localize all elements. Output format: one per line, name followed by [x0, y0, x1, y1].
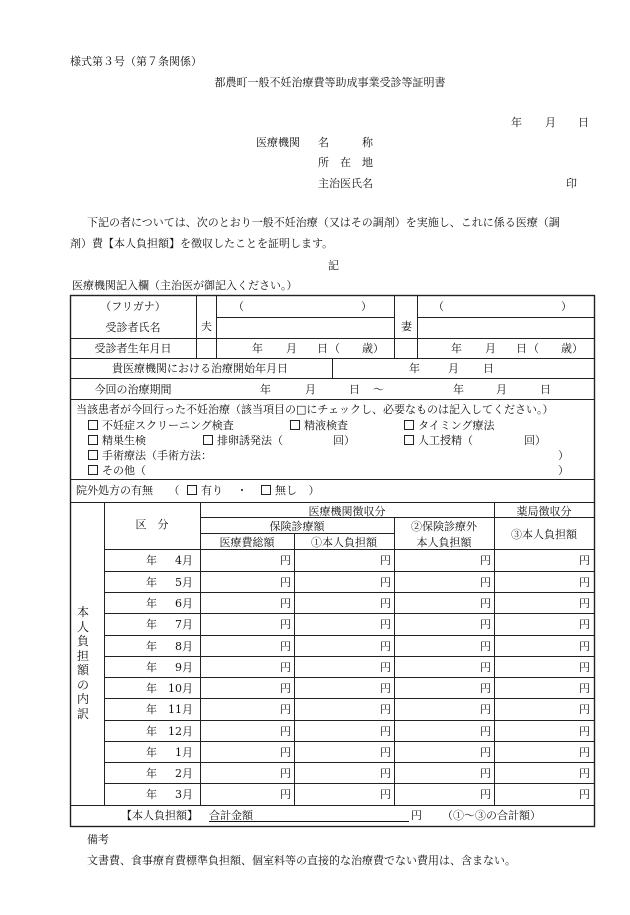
patient-name-label: 受診者氏名	[105, 321, 161, 334]
yen-cell[interactable]: 円	[480, 597, 491, 610]
yen-cell[interactable]: 円	[579, 767, 590, 780]
yen-cell[interactable]: 円	[380, 682, 391, 695]
noninsured-header-line1: ②保険診療外	[411, 520, 477, 533]
institution-collected-header: 医療機関徴収分	[308, 505, 386, 518]
surgery-close: ）	[558, 449, 569, 462]
breakdown-vertical-label: 本人負担額の内訳	[76, 605, 89, 721]
month-label: 8月	[175, 640, 193, 653]
checkbox-icon[interactable]	[404, 420, 414, 430]
yen-cell[interactable]: 円	[579, 746, 590, 759]
wife-age-close: 歳）	[561, 342, 583, 355]
yen-cell[interactable]: 円	[380, 767, 391, 780]
insurance-header: 保険診療額	[269, 520, 325, 533]
yen-cell[interactable]: 円	[579, 618, 590, 631]
month-year-prefix: 年	[146, 661, 157, 674]
checkbox-icon[interactable]	[88, 420, 98, 430]
month-label: 9月	[175, 661, 193, 674]
month-year-prefix: 年	[146, 788, 157, 801]
date-day: 日	[578, 116, 589, 129]
month-label: 6月	[175, 597, 193, 610]
husband-birth-year: 年	[252, 342, 263, 355]
yen-cell[interactable]: 円	[380, 788, 391, 801]
birth-label: 受診者生年月日	[94, 342, 172, 355]
yen-cell[interactable]: 円	[280, 661, 291, 674]
treatments-heading: 当該患者が今回行った不妊治療（該当項目の□にチェックし、必要なものは記入してください。）	[76, 403, 554, 416]
yen-cell[interactable]: 円	[280, 746, 291, 759]
treatment-start-label: 貴医療機関における治療開始年月日	[112, 362, 288, 375]
total-label: 【本人負担額】	[121, 809, 198, 822]
wife-age-open: （	[528, 342, 539, 355]
check-insemination[interactable]: 人工授精（	[404, 435, 473, 446]
yen-cell[interactable]: 円	[280, 597, 291, 610]
yen-cell[interactable]: 円	[480, 788, 491, 801]
prescription-no[interactable]: 無し	[275, 484, 297, 497]
wife-birth-day: 日	[516, 342, 527, 355]
yen-cell[interactable]: 円	[579, 788, 590, 801]
period-to-day: 日	[540, 383, 551, 396]
month-year-prefix: 年	[146, 767, 157, 780]
total-yen: 円	[411, 809, 422, 822]
yen-cell[interactable]: 円	[280, 725, 291, 738]
yen-cell[interactable]: 円	[579, 682, 590, 695]
check-other[interactable]: その他（	[88, 465, 146, 476]
month-label: 2月	[175, 767, 193, 780]
ovulation-unit: 回）	[333, 434, 355, 447]
yen-cell[interactable]: 円	[380, 746, 391, 759]
remarks-text: 文書費、食事療育費標準負担額、個室料等の直接的な治療費でない費用は、含まない。	[87, 854, 516, 867]
yen-cell[interactable]: 円	[380, 703, 391, 716]
yen-cell[interactable]: 円	[579, 576, 590, 589]
month-year-prefix: 年	[146, 554, 157, 567]
husband-age-close: 歳）	[362, 342, 384, 355]
check-ovulation[interactable]: 排卵誘発法（	[203, 435, 283, 446]
period-tilde: ～	[373, 383, 384, 396]
yen-cell[interactable]: 円	[280, 554, 291, 567]
form-number: 様式第３号（第７条関係）	[70, 55, 202, 68]
date-month: 月	[545, 116, 556, 129]
yen-cell[interactable]: 円	[480, 661, 491, 674]
month-year-prefix: 年	[146, 640, 157, 653]
yen-cell[interactable]: 円	[280, 703, 291, 716]
yen-cell[interactable]: 円	[579, 661, 590, 674]
husband-birth-month: 月	[286, 342, 297, 355]
yen-cell[interactable]: 円	[380, 576, 391, 589]
period-from-month: 月	[305, 383, 316, 396]
checkbox-icon[interactable]	[88, 465, 98, 475]
yen-cell[interactable]: 円	[380, 725, 391, 738]
check-screening[interactable]: 不妊症スクリーニング検査	[88, 420, 234, 431]
noninsured-header-line2: 本人負担額	[416, 536, 472, 549]
month-year-prefix: 年	[146, 597, 157, 610]
statement-line-1: 下記の者については、次のとおり一般不妊治療（又はその調剤）を実施し、これに係る医療（調	[87, 216, 560, 229]
yen-cell[interactable]: 円	[480, 703, 491, 716]
yen-cell[interactable]: 円	[480, 640, 491, 653]
checkbox-icon[interactable]	[203, 435, 213, 445]
page-title: 都農町一般不妊治療費等助成事業受診等証明書	[214, 76, 446, 89]
husband-furigana-open: （	[233, 300, 244, 313]
month-year-prefix: 年	[146, 703, 157, 716]
institution-label: 医療機関	[256, 136, 300, 149]
checkbox-icon[interactable]	[404, 435, 414, 445]
wife-birth-month: 月	[485, 342, 496, 355]
other-close: ）	[558, 464, 569, 477]
yen-cell[interactable]: 円	[380, 554, 391, 567]
start-day: 日	[483, 362, 494, 375]
month-label: 1月	[175, 746, 193, 759]
category-header: 区 分	[135, 518, 169, 531]
wife-label: 妻	[401, 320, 412, 333]
yen-cell[interactable]: 円	[480, 746, 491, 759]
check-semen[interactable]: 精液検査	[290, 420, 348, 431]
month-year-prefix: 年	[146, 576, 157, 589]
outside-prescription-label: 院外処方の有無	[76, 484, 153, 497]
seal-mark: 印	[566, 177, 577, 190]
yen-cell[interactable]: 円	[380, 661, 391, 674]
yen-cell[interactable]: 円	[280, 682, 291, 695]
wife-furigana-open: （	[433, 300, 444, 313]
yen-cell[interactable]: 円	[480, 725, 491, 738]
yen-cell[interactable]: 円	[480, 554, 491, 567]
start-year: 年	[409, 362, 420, 375]
statement-line-2: 剤）費【本人負担額】を徴収したことを証明します。	[70, 237, 334, 250]
total-cost-header: 医療費総額	[219, 536, 275, 549]
wife-furigana-close: ）	[561, 300, 572, 313]
month-year-prefix: 年	[146, 682, 157, 695]
yen-cell[interactable]: 円	[380, 640, 391, 653]
yen-cell[interactable]: 円	[579, 554, 590, 567]
remarks-label: 備考	[87, 833, 109, 846]
pharmacy-header: 薬局徴収分	[516, 505, 572, 518]
date-year: 年	[511, 116, 522, 129]
total-note: （①～③の合計額）	[442, 809, 541, 822]
period-from-year: 年	[260, 383, 271, 396]
yen-cell[interactable]: 円	[280, 788, 291, 801]
husband-birth-day: 日	[317, 342, 328, 355]
yen-cell[interactable]: 円	[579, 725, 590, 738]
checkbox-icon[interactable]	[88, 450, 98, 460]
yen-cell[interactable]: 円	[380, 597, 391, 610]
start-month: 月	[448, 362, 459, 375]
checkbox-icon[interactable]	[187, 485, 197, 495]
section-heading: 医療機関記入欄（主治医が御記入ください。）	[72, 279, 298, 292]
month-year-prefix: 年	[146, 746, 157, 759]
furigana-label: （フリガナ）	[100, 300, 166, 313]
yen-cell[interactable]: 円	[280, 640, 291, 653]
own-burden-3-header: ③本人負担額	[511, 528, 577, 541]
period-to-month: 月	[496, 383, 507, 396]
month-label: 7月	[175, 618, 193, 631]
yen-cell[interactable]: 円	[380, 618, 391, 631]
yen-cell[interactable]: 円	[480, 682, 491, 695]
prescription-yes[interactable]: 有り	[201, 484, 223, 497]
ki-mark: 記	[328, 259, 339, 272]
husband-label: 夫	[201, 320, 212, 333]
month-label: 4月	[175, 554, 193, 567]
checkbox-icon[interactable]	[261, 485, 271, 495]
month-year-prefix: 年	[146, 618, 157, 631]
yen-cell[interactable]: 円	[280, 767, 291, 780]
yen-cell[interactable]: 円	[280, 618, 291, 631]
yen-cell[interactable]: 円	[480, 618, 491, 631]
checkbox-icon[interactable]	[88, 435, 98, 445]
wife-birth-year: 年	[451, 342, 462, 355]
month-year-prefix: 年	[146, 725, 157, 738]
institution-name-label: 名 称	[318, 136, 373, 149]
check-sperm[interactable]: 精巣生検	[88, 435, 146, 446]
institution-address-label: 所 在 地	[318, 156, 373, 169]
yen-cell[interactable]: 円	[579, 597, 590, 610]
period-label: 今回の治療期間	[94, 383, 172, 396]
period-from-day: 日	[349, 383, 360, 396]
yen-cell[interactable]: 円	[480, 576, 491, 589]
own-burden-1-header: ①本人負担額	[311, 536, 377, 549]
month-label: 3月	[175, 788, 193, 801]
yen-cell[interactable]: 円	[280, 576, 291, 589]
month-label: 5月	[175, 576, 193, 589]
yen-cell[interactable]: 円	[579, 703, 590, 716]
total-amount-label: 合計金額	[209, 809, 253, 822]
insemination-unit: 回）	[524, 434, 546, 447]
total-amount-field[interactable]	[209, 810, 409, 822]
yen-cell[interactable]: 円	[480, 767, 491, 780]
outside-prescription-row: 院外処方の有無 （ 有り ・ 無し ）	[76, 484, 320, 497]
check-timing[interactable]: タイミング療法	[404, 420, 495, 431]
month-label: 12月	[168, 725, 193, 738]
husband-age-open: （	[329, 342, 340, 355]
month-label: 11月	[168, 703, 193, 716]
doctor-name-label: 主治医氏名	[318, 177, 373, 190]
checkbox-icon[interactable]	[290, 420, 300, 430]
period-to-year: 年	[453, 383, 464, 396]
month-label: 10月	[168, 682, 193, 695]
check-surgery[interactable]: 手術療法（手術方法：	[88, 450, 212, 461]
husband-furigana-close: ）	[361, 300, 372, 313]
yen-cell[interactable]: 円	[579, 640, 590, 653]
